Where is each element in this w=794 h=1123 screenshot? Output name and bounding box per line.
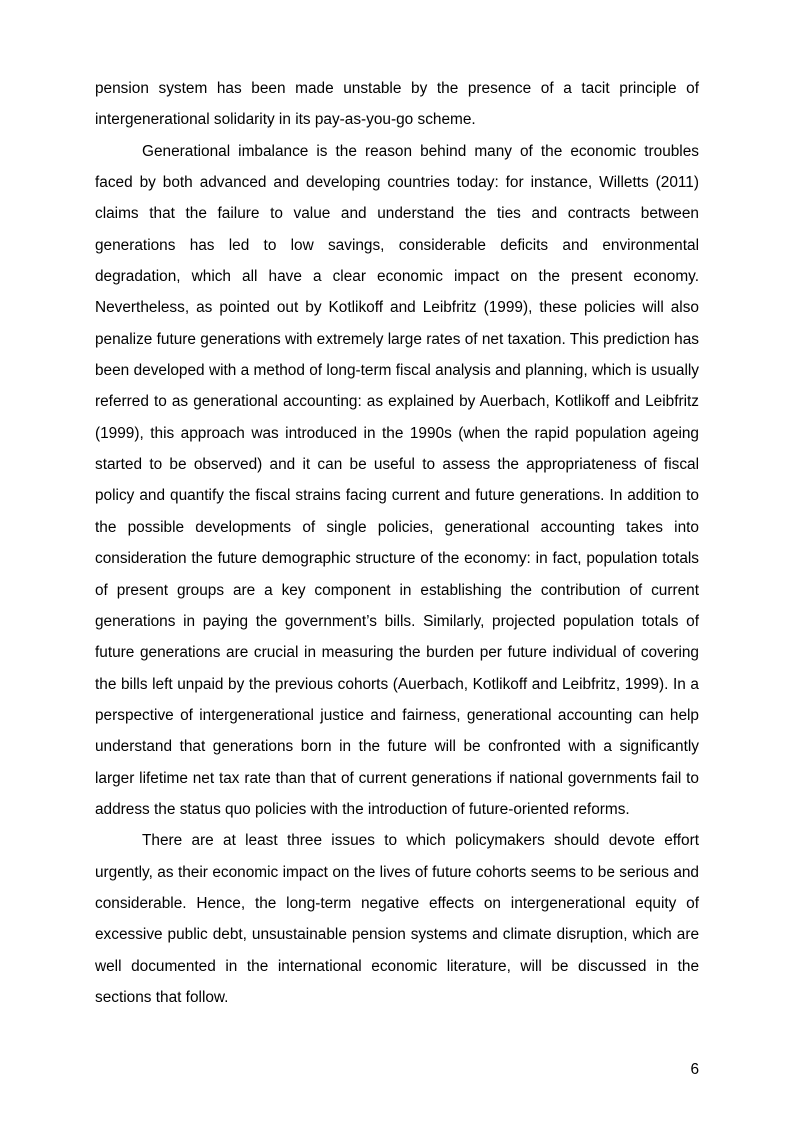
page-number: 6 xyxy=(690,1061,699,1078)
page-body xyxy=(95,73,699,1013)
paragraph-continuation: pension system has been made unstable by the presence of a tacit principle of intergenerational solidarity in its pay-as-you-go scheme. xyxy=(95,80,699,129)
paragraph-three-issues: There are at least three issues to which policymakers should devote effort urgently, as their economic impact on the lives of future cohorts seems to be serious and considerable. Hence, the long-term negative effects on intergenerational equity of excessive public debt, unsustainable pension systems and climate disruption, which are well documented in the international economic literature, will be discussed in the sections that follow. xyxy=(95,832,699,1006)
paragraph-generational-imbalance: Generational imbalance is the reason behind many of the economic troubles faced by both advanced and developing countries today: for instance, Willetts (2011) claims that the failure to value and understand the ties and contracts between generations has led to low savings, considerable deficits and environmental degradation, which all have a clear economic impact on the present economy. Nevertheless, as pointed out by Kotlikoff and Leibfritz (1999), these policies will also penalize future generations with extremely large rates of net taxation. This prediction has been developed with a method of long-term fiscal analysis and planning, which is usually referred to as generational accounting: as explained by Auerbach, Kotlikoff and Leibfritz (1999), this approach was introduced in the 1990s (when the rapid population ageing started to be observed) and it can be useful to assess the appropriateness of fiscal policy and quantify the fiscal strains facing current and future generations. In addition to the possible developments of single policies, generational accounting takes into consideration the future demographic structure of the economy: in fact, population totals of present groups are a key component in establishing the contribution of current generations in paying the government’s bills. Similarly, projected population totals of future generations are crucial in measuring the burden per future individual of covering the bills left unpaid by the previous cohorts (Auerbach, Kotlikoff and Leibfritz, 1999). In a perspective of intergenerational justice and fairness, generational accounting can help understand that generations born in the future will be confronted with a significantly larger lifetime net tax rate than that of current generations if national governments fail to address the status quo policies with the introduction of future-oriented reforms. xyxy=(95,142,699,818)
